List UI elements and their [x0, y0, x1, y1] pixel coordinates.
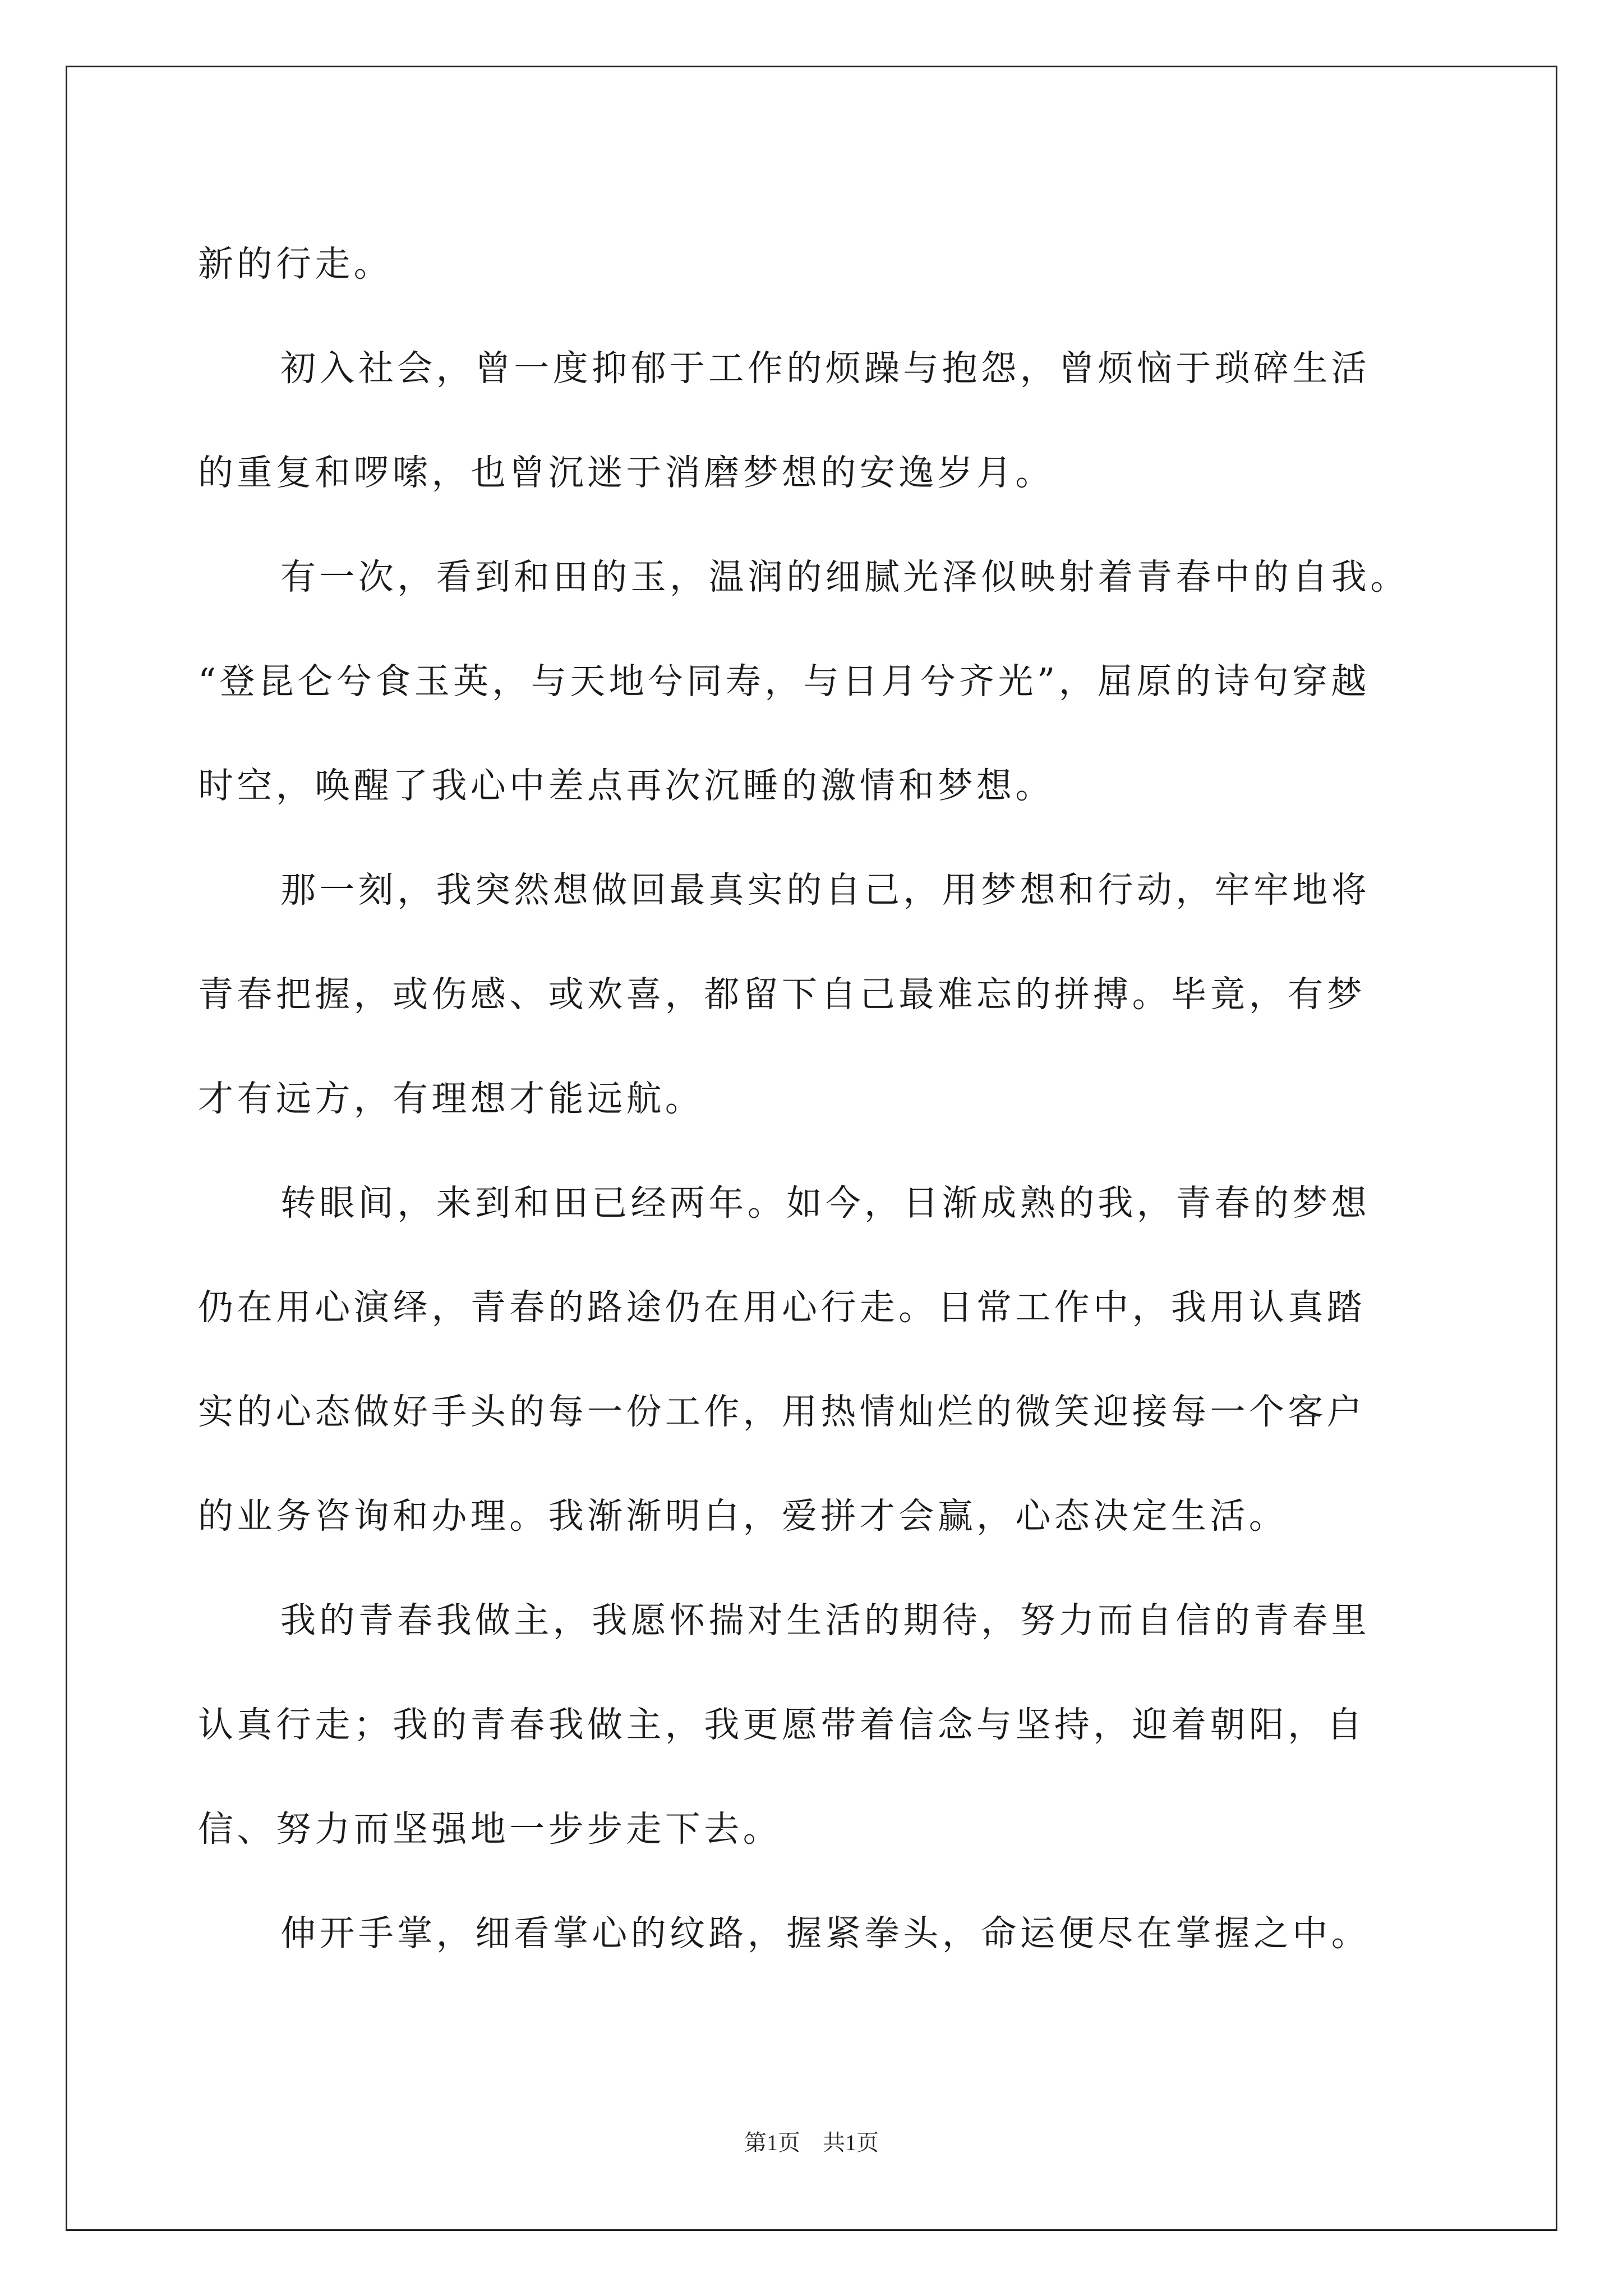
text-line: 的重复和啰嗦，也曾沉迷于消磨梦想的安逸岁月。 — [198, 452, 1054, 493]
text-line: 伸开手掌，细看掌心的纹路，握紧拳头，命运便尽在掌握之中。 — [280, 1913, 1371, 1954]
text-line: “登昆仑兮食玉英，与天地兮同寿，与日月兮齐光”，屈原的诗句穿越 — [198, 661, 1370, 702]
text-line: 时空，唤醒了我心中差点再次沉睡的激情和梦想。 — [198, 765, 1054, 806]
text-line: 青春把握，或伤感、或欢喜，都留下自己最难忘的拼搏。毕竟，有梦 — [198, 974, 1366, 1015]
page-number: 第1页 共1页 — [744, 2130, 879, 2155]
text-line: 初入社会，曾一度抑郁于工作的烦躁与抱怨，曾烦恼于琐碎生活 — [280, 348, 1371, 389]
text-line: 有一次，看到和田的玉，温润的细腻光泽似映射着青春中的自我。 — [280, 556, 1409, 597]
document-body — [198, 212, 1429, 1986]
text-line: 仍在用心演绎，青春的路途仍在用心行走。日常工作中，我用认真踏 — [198, 1287, 1366, 1328]
text-line: 新的行走。 — [198, 243, 393, 284]
text-line: 转眼间，来到和田已经两年。如今，日渐成熟的我，青春的梦想 — [280, 1182, 1371, 1223]
text-line: 认真行走；我的青春我做主，我更愿带着信念与坚持，迎着朝阳，自 — [198, 1704, 1366, 1745]
text-line: 那一刻，我突然想做回最真实的自己，用梦想和行动，牢牢地将 — [280, 869, 1371, 910]
text-line: 信、努力而坚强地一步步走下去。 — [198, 1809, 782, 1849]
text-line: 我的青春我做主，我愿怀揣对生活的期待，努力而自信的青春里 — [280, 1600, 1371, 1641]
text-line: 实的心态做好手头的每一份工作，用热情灿烂的微笑迎接每一个客户 — [198, 1391, 1366, 1432]
text-line: 才有远方，有理想才能远航。 — [198, 1078, 704, 1119]
text-line: 的业务咨询和办理。我渐渐明白，爱拼才会赢，心态决定生活。 — [198, 1496, 1288, 1536]
